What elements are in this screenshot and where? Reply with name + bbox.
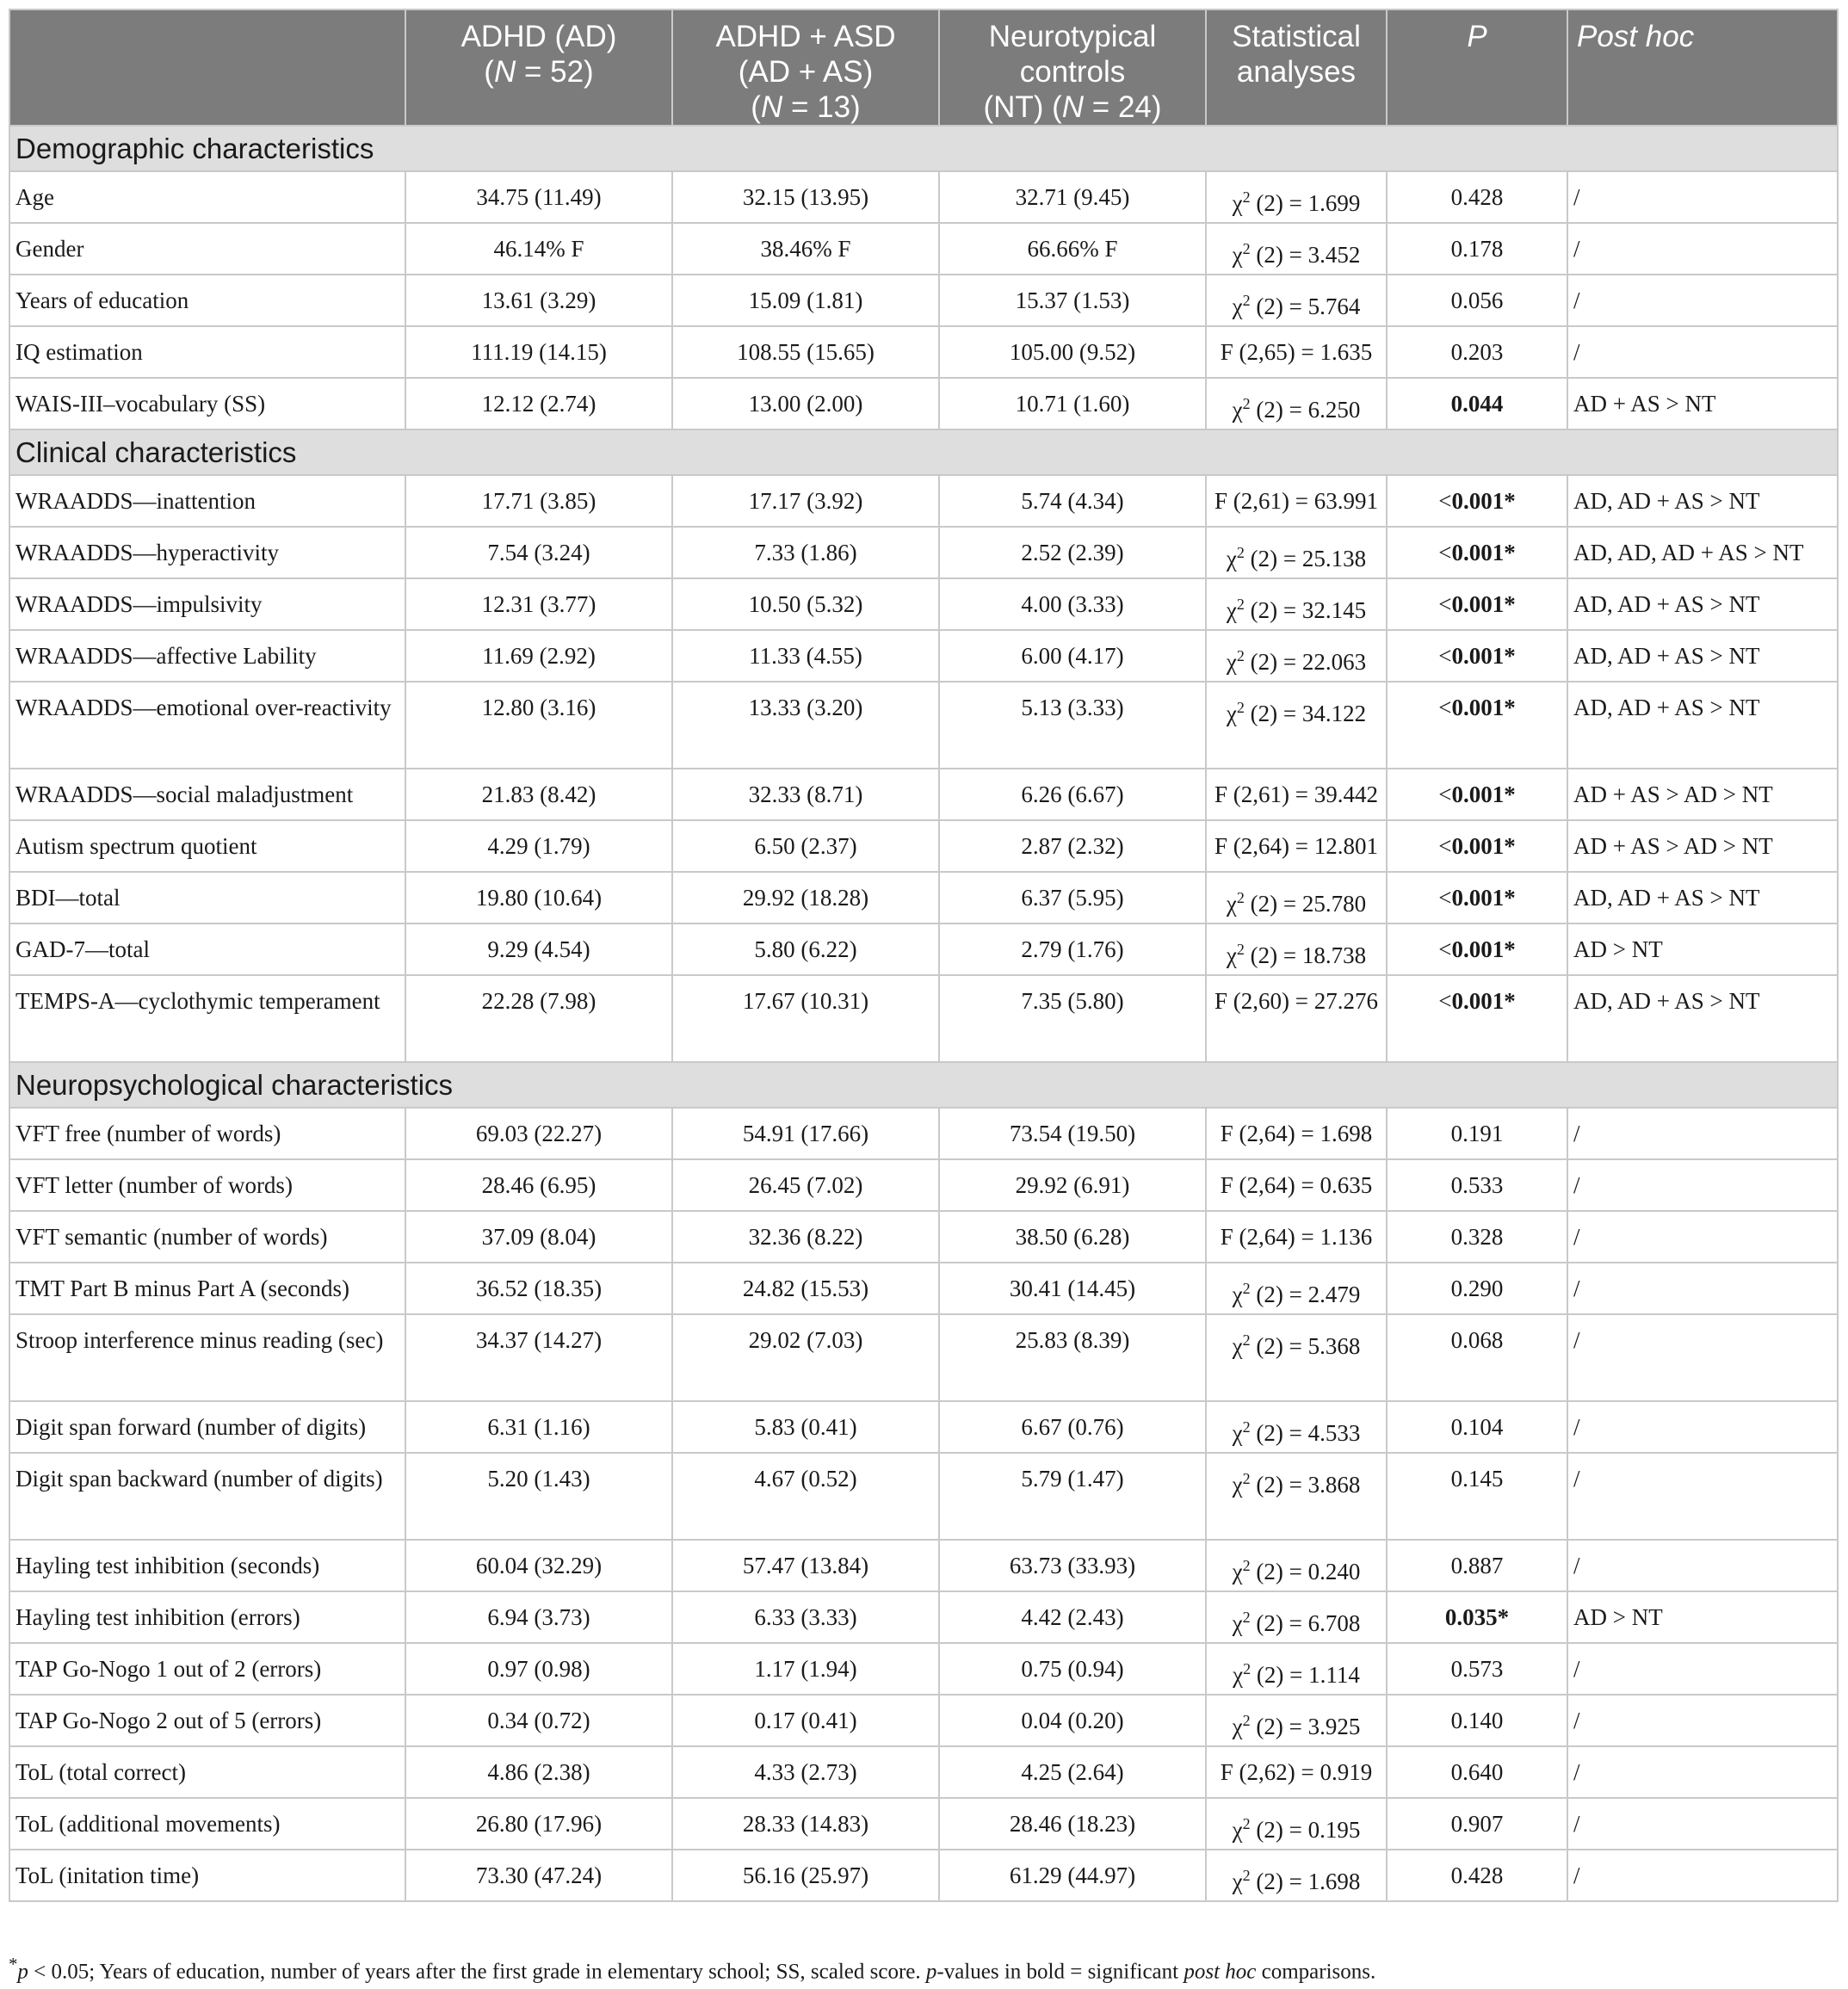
row-label: VFT letter (number of words) (9, 1159, 405, 1211)
value-neurotypical: 25.83 (8.39) (939, 1314, 1206, 1401)
value-post-hoc: / (1567, 171, 1838, 223)
row-label: WRAADDS—impulsivity (9, 578, 405, 630)
value-p: 0.044 (1387, 378, 1567, 429)
value-p: <0.001* (1387, 769, 1567, 820)
value-p: <0.001* (1387, 527, 1567, 578)
value-post-hoc: AD, AD + AS > NT (1567, 872, 1838, 923)
table-row (9, 527, 1838, 578)
value-neurotypical: 38.50 (6.28) (939, 1211, 1206, 1263)
value-p: 0.533 (1387, 1159, 1567, 1211)
value-neurotypical: 0.04 (0.20) (939, 1695, 1206, 1746)
row-label: Hayling test inhibition (errors) (9, 1591, 405, 1643)
value-p: <0.001* (1387, 975, 1567, 1062)
value-neurotypical: 6.26 (6.67) (939, 769, 1206, 820)
row-label: Age (9, 171, 405, 223)
table-body (9, 126, 1838, 1901)
value-adhd: 0.34 (0.72) (405, 1695, 672, 1746)
value-post-hoc: / (1567, 1263, 1838, 1314)
value-p: <0.001* (1387, 630, 1567, 682)
value-post-hoc: / (1567, 326, 1838, 378)
value-post-hoc: / (1567, 223, 1838, 275)
value-p: 0.056 (1387, 275, 1567, 326)
row-label: WRAADDS—emotional over-reactivity (9, 682, 405, 769)
table-row (9, 872, 1838, 923)
value-post-hoc: / (1567, 1453, 1838, 1540)
value-p: 0.140 (1387, 1695, 1567, 1746)
row-label: Stroop interference minus reading (sec) (9, 1314, 405, 1401)
value-statistic: $\chi^2$ (2) = 0.240 (1206, 1540, 1387, 1591)
value-adhd-asd: 17.67 (10.31) (672, 975, 939, 1062)
value-p: 0.035* (1387, 1591, 1567, 1643)
value-neurotypical: 0.75 (0.94) (939, 1643, 1206, 1695)
value-post-hoc: AD > NT (1567, 923, 1838, 975)
header-post-hoc: Post hoc (1567, 9, 1838, 126)
value-p: 0.573 (1387, 1643, 1567, 1695)
value-adhd: 60.04 (32.29) (405, 1540, 672, 1591)
value-post-hoc: / (1567, 1850, 1838, 1901)
value-post-hoc: AD + AS > AD > NT (1567, 769, 1838, 820)
row-label: WRAADDS—hyperactivity (9, 527, 405, 578)
header-neurotypical: Neurotypical controls (NT) (N = 24) (939, 9, 1206, 126)
value-adhd-asd: 4.67 (0.52) (672, 1453, 939, 1540)
row-label: IQ estimation (9, 326, 405, 378)
value-post-hoc: AD, AD + AS > NT (1567, 475, 1838, 527)
section-header-row (9, 1062, 1838, 1108)
value-post-hoc: AD, AD + AS > NT (1567, 578, 1838, 630)
value-statistic: $\chi^2$ (2) = 0.195 (1206, 1798, 1387, 1850)
value-statistic: $\chi^2$ (2) = 1.698 (1206, 1850, 1387, 1901)
value-neurotypical: 29.92 (6.91) (939, 1159, 1206, 1211)
table-row (9, 1159, 1838, 1211)
value-statistic: $\chi^2$ (2) = 5.368 (1206, 1314, 1387, 1401)
header-adhd: ADHD (AD) (N = 52) (405, 9, 672, 126)
table-row (9, 975, 1838, 1062)
value-post-hoc: / (1567, 1211, 1838, 1263)
row-label: WRAADDS—affective Lability (9, 630, 405, 682)
value-p: 0.178 (1387, 223, 1567, 275)
table-row (9, 475, 1838, 527)
table-row (9, 923, 1838, 975)
value-p: 0.428 (1387, 1850, 1567, 1901)
value-post-hoc: / (1567, 275, 1838, 326)
value-neurotypical: 4.25 (2.64) (939, 1746, 1206, 1798)
value-post-hoc: / (1567, 1540, 1838, 1591)
value-neurotypical: 63.73 (33.93) (939, 1540, 1206, 1591)
header-adhd-asd: ADHD + ASD (AD + AS) (N = 13) (672, 9, 939, 126)
value-adhd: 6.31 (1.16) (405, 1401, 672, 1453)
value-adhd-asd: 13.00 (2.00) (672, 378, 939, 429)
value-adhd: 34.75 (11.49) (405, 171, 672, 223)
value-post-hoc: AD + AS > NT (1567, 378, 1838, 429)
value-adhd: 0.97 (0.98) (405, 1643, 672, 1695)
value-post-hoc: AD, AD + AS > NT (1567, 682, 1838, 769)
value-neurotypical: 5.79 (1.47) (939, 1453, 1206, 1540)
value-p: 0.428 (1387, 171, 1567, 223)
value-adhd: 26.80 (17.96) (405, 1798, 672, 1850)
value-p: 0.203 (1387, 326, 1567, 378)
value-adhd-asd: 24.82 (15.53) (672, 1263, 939, 1314)
value-neurotypical: 6.67 (0.76) (939, 1401, 1206, 1453)
value-p: <0.001* (1387, 872, 1567, 923)
value-neurotypical: 66.66% F (939, 223, 1206, 275)
row-label: ToL (total correct) (9, 1746, 405, 1798)
value-post-hoc: AD, AD, AD + AS > NT (1567, 527, 1838, 578)
value-statistic: $\chi^2$ (2) = 5.764 (1206, 275, 1387, 326)
section-title: Demographic characteristics (9, 126, 1838, 171)
table-row (9, 1263, 1838, 1314)
value-post-hoc: / (1567, 1695, 1838, 1746)
value-statistic: F (2,61) = 39.442 (1206, 769, 1387, 820)
row-label: GAD-7—total (9, 923, 405, 975)
table-row (9, 1798, 1838, 1850)
table-row (9, 223, 1838, 275)
value-adhd-asd: 7.33 (1.86) (672, 527, 939, 578)
value-adhd: 5.20 (1.43) (405, 1453, 672, 1540)
value-adhd: 69.03 (22.27) (405, 1108, 672, 1159)
value-adhd-asd: 26.45 (7.02) (672, 1159, 939, 1211)
value-adhd-asd: 6.50 (2.37) (672, 820, 939, 872)
value-post-hoc: AD > NT (1567, 1591, 1838, 1643)
table-row (9, 578, 1838, 630)
value-statistic: F (2,64) = 1.136 (1206, 1211, 1387, 1263)
value-adhd: 12.12 (2.74) (405, 378, 672, 429)
value-neurotypical: 7.35 (5.80) (939, 975, 1206, 1062)
value-statistic: F (2,60) = 27.276 (1206, 975, 1387, 1062)
value-neurotypical: 4.00 (3.33) (939, 578, 1206, 630)
value-statistic: $\chi^2$ (2) = 6.250 (1206, 378, 1387, 429)
value-post-hoc: AD + AS > AD > NT (1567, 820, 1838, 872)
value-adhd-asd: 54.91 (17.66) (672, 1108, 939, 1159)
value-statistic: $\chi^2$ (2) = 3.452 (1206, 223, 1387, 275)
value-neurotypical: 30.41 (14.45) (939, 1263, 1206, 1314)
value-adhd-asd: 57.47 (13.84) (672, 1540, 939, 1591)
value-post-hoc: / (1567, 1108, 1838, 1159)
value-neurotypical: 32.71 (9.45) (939, 171, 1206, 223)
table-row (9, 820, 1838, 872)
value-adhd-asd: 17.17 (3.92) (672, 475, 939, 527)
value-neurotypical: 2.79 (1.76) (939, 923, 1206, 975)
value-statistic: $\chi^2$ (2) = 22.063 (1206, 630, 1387, 682)
value-adhd: 12.31 (3.77) (405, 578, 672, 630)
table-row (9, 1695, 1838, 1746)
table-container (9, 9, 1837, 1902)
table-row (9, 1401, 1838, 1453)
row-label: TAP Go-Nogo 1 out of 2 (errors) (9, 1643, 405, 1695)
value-p: 0.191 (1387, 1108, 1567, 1159)
value-adhd: 17.71 (3.85) (405, 475, 672, 527)
table-row (9, 1643, 1838, 1695)
value-statistic: $\chi^2$ (2) = 25.138 (1206, 527, 1387, 578)
value-adhd-asd: 29.02 (7.03) (672, 1314, 939, 1401)
table-row (9, 1108, 1838, 1159)
header-statistical-analyses: Statistical analyses (1206, 9, 1387, 126)
row-label: TMT Part B minus Part A (seconds) (9, 1263, 405, 1314)
value-adhd: 12.80 (3.16) (405, 682, 672, 769)
table-row (9, 1591, 1838, 1643)
value-adhd-asd: 32.33 (8.71) (672, 769, 939, 820)
row-label: WRAADDS—inattention (9, 475, 405, 527)
value-neurotypical: 73.54 (19.50) (939, 1108, 1206, 1159)
value-statistic: $\chi^2$ (2) = 3.868 (1206, 1453, 1387, 1540)
value-neurotypical: 4.42 (2.43) (939, 1591, 1206, 1643)
row-label: Digit span forward (number of digits) (9, 1401, 405, 1453)
value-adhd-asd: 38.46% F (672, 223, 939, 275)
table-row (9, 326, 1838, 378)
value-p: 0.068 (1387, 1314, 1567, 1401)
value-p: 0.887 (1387, 1540, 1567, 1591)
value-statistic: F (2,62) = 0.919 (1206, 1746, 1387, 1798)
section-title: Neuropsychological characteristics (9, 1062, 1838, 1108)
value-adhd: 21.83 (8.42) (405, 769, 672, 820)
value-adhd-asd: 32.36 (8.22) (672, 1211, 939, 1263)
table-row (9, 1453, 1838, 1540)
value-statistic: $\chi^2$ (2) = 34.122 (1206, 682, 1387, 769)
value-adhd-asd: 29.92 (18.28) (672, 872, 939, 923)
value-adhd: 19.80 (10.64) (405, 872, 672, 923)
value-p: <0.001* (1387, 578, 1567, 630)
value-statistic: F (2,64) = 12.801 (1206, 820, 1387, 872)
value-p: <0.001* (1387, 923, 1567, 975)
value-adhd-asd: 32.15 (13.95) (672, 171, 939, 223)
table-row (9, 1746, 1838, 1798)
table-row (9, 378, 1838, 429)
results-table (9, 9, 1839, 1902)
value-adhd-asd: 108.55 (15.65) (672, 326, 939, 378)
value-adhd: 4.86 (2.38) (405, 1746, 672, 1798)
table-row (9, 682, 1838, 769)
value-adhd-asd: 1.17 (1.94) (672, 1643, 939, 1695)
value-adhd: 6.94 (3.73) (405, 1591, 672, 1643)
value-statistic: $\chi^2$ (2) = 6.708 (1206, 1591, 1387, 1643)
value-p: 0.640 (1387, 1746, 1567, 1798)
value-p: <0.001* (1387, 820, 1567, 872)
table-row (9, 1850, 1838, 1901)
value-adhd-asd: 0.17 (0.41) (672, 1695, 939, 1746)
section-header-row (9, 429, 1838, 475)
value-post-hoc: / (1567, 1643, 1838, 1695)
row-label: Gender (9, 223, 405, 275)
value-p: <0.001* (1387, 475, 1567, 527)
value-adhd: 111.19 (14.15) (405, 326, 672, 378)
value-statistic: $\chi^2$ (2) = 2.479 (1206, 1263, 1387, 1314)
row-label: Hayling test inhibition (seconds) (9, 1540, 405, 1591)
value-adhd-asd: 28.33 (14.83) (672, 1798, 939, 1850)
value-statistic: $\chi^2$ (2) = 1.114 (1206, 1643, 1387, 1695)
value-neurotypical: 6.00 (4.17) (939, 630, 1206, 682)
value-statistic: $\chi^2$ (2) = 4.533 (1206, 1401, 1387, 1453)
value-adhd-asd: 4.33 (2.73) (672, 1746, 939, 1798)
value-statistic: F (2,61) = 63.991 (1206, 475, 1387, 527)
row-label: Autism spectrum quotient (9, 820, 405, 872)
table-row (9, 275, 1838, 326)
value-adhd-asd: 13.33 (3.20) (672, 682, 939, 769)
header-empty (9, 9, 405, 126)
header-p: P (1387, 9, 1567, 126)
value-adhd: 22.28 (7.98) (405, 975, 672, 1062)
table-row (9, 1314, 1838, 1401)
value-p: 0.907 (1387, 1798, 1567, 1850)
table-row (9, 171, 1838, 223)
table-row (9, 1211, 1838, 1263)
value-statistic: $\chi^2$ (2) = 3.925 (1206, 1695, 1387, 1746)
value-adhd: 36.52 (18.35) (405, 1263, 672, 1314)
value-neurotypical: 2.87 (2.32) (939, 820, 1206, 872)
value-neurotypical: 105.00 (9.52) (939, 326, 1206, 378)
value-statistic: F (2,64) = 0.635 (1206, 1159, 1387, 1211)
row-label: TEMPS-A—cyclothymic temperament (9, 975, 405, 1062)
value-neurotypical: 2.52 (2.39) (939, 527, 1206, 578)
value-neurotypical: 6.37 (5.95) (939, 872, 1206, 923)
value-post-hoc: / (1567, 1746, 1838, 1798)
table-footnote: *p < 0.05; Years of education, number of years after the first grade in elementary school; SS, scaled score. p-values in bold = significant post hoc comparisons. (9, 1954, 1376, 1984)
value-neurotypical: 28.46 (18.23) (939, 1798, 1206, 1850)
table-row (9, 1540, 1838, 1591)
value-adhd: 7.54 (3.24) (405, 527, 672, 578)
value-p: 0.328 (1387, 1211, 1567, 1263)
table-row (9, 630, 1838, 682)
value-p: <0.001* (1387, 682, 1567, 769)
row-label: Years of education (9, 275, 405, 326)
row-label: TAP Go-Nogo 2 out of 5 (errors) (9, 1695, 405, 1746)
value-adhd: 9.29 (4.54) (405, 923, 672, 975)
value-adhd: 73.30 (47.24) (405, 1850, 672, 1901)
value-statistic: $\chi^2$ (2) = 32.145 (1206, 578, 1387, 630)
row-label: WRAADDS—social maladjustment (9, 769, 405, 820)
section-header-row (9, 126, 1838, 171)
value-p: 0.290 (1387, 1263, 1567, 1314)
row-label: BDI—total (9, 872, 405, 923)
value-adhd-asd: 10.50 (5.32) (672, 578, 939, 630)
value-adhd-asd: 56.16 (25.97) (672, 1850, 939, 1901)
value-statistic: F (2,64) = 1.698 (1206, 1108, 1387, 1159)
value-statistic: $\chi^2$ (2) = 18.738 (1206, 923, 1387, 975)
value-neurotypical: 61.29 (44.97) (939, 1850, 1206, 1901)
value-neurotypical: 15.37 (1.53) (939, 275, 1206, 326)
value-adhd: 37.09 (8.04) (405, 1211, 672, 1263)
row-label: VFT free (number of words) (9, 1108, 405, 1159)
value-adhd: 11.69 (2.92) (405, 630, 672, 682)
row-label: Digit span backward (number of digits) (9, 1453, 405, 1540)
value-adhd-asd: 5.80 (6.22) (672, 923, 939, 975)
value-adhd-asd: 6.33 (3.33) (672, 1591, 939, 1643)
value-adhd: 46.14% F (405, 223, 672, 275)
value-neurotypical: 5.13 (3.33) (939, 682, 1206, 769)
section-title: Clinical characteristics (9, 429, 1838, 475)
value-post-hoc: / (1567, 1798, 1838, 1850)
row-label: VFT semantic (number of words) (9, 1211, 405, 1263)
row-label: ToL (additional movements) (9, 1798, 405, 1850)
value-adhd: 34.37 (14.27) (405, 1314, 672, 1401)
value-statistic: $\chi^2$ (2) = 1.699 (1206, 171, 1387, 223)
table-row (9, 769, 1838, 820)
value-p: 0.145 (1387, 1453, 1567, 1540)
value-post-hoc: AD, AD + AS > NT (1567, 975, 1838, 1062)
value-statistic: F (2,65) = 1.635 (1206, 326, 1387, 378)
value-statistic: $\chi^2$ (2) = 25.780 (1206, 872, 1387, 923)
value-adhd-asd: 5.83 (0.41) (672, 1401, 939, 1453)
value-neurotypical: 10.71 (1.60) (939, 378, 1206, 429)
value-adhd: 13.61 (3.29) (405, 275, 672, 326)
value-p: 0.104 (1387, 1401, 1567, 1453)
value-neurotypical: 5.74 (4.34) (939, 475, 1206, 527)
value-adhd-asd: 15.09 (1.81) (672, 275, 939, 326)
row-label: ToL (initation time) (9, 1850, 405, 1901)
value-adhd-asd: 11.33 (4.55) (672, 630, 939, 682)
header-row (9, 9, 1838, 126)
value-post-hoc: / (1567, 1314, 1838, 1401)
value-adhd: 4.29 (1.79) (405, 820, 672, 872)
value-post-hoc: / (1567, 1159, 1838, 1211)
value-post-hoc: AD, AD + AS > NT (1567, 630, 1838, 682)
row-label: WAIS-III–vocabulary (SS) (9, 378, 405, 429)
value-adhd: 28.46 (6.95) (405, 1159, 672, 1211)
value-post-hoc: / (1567, 1401, 1838, 1453)
